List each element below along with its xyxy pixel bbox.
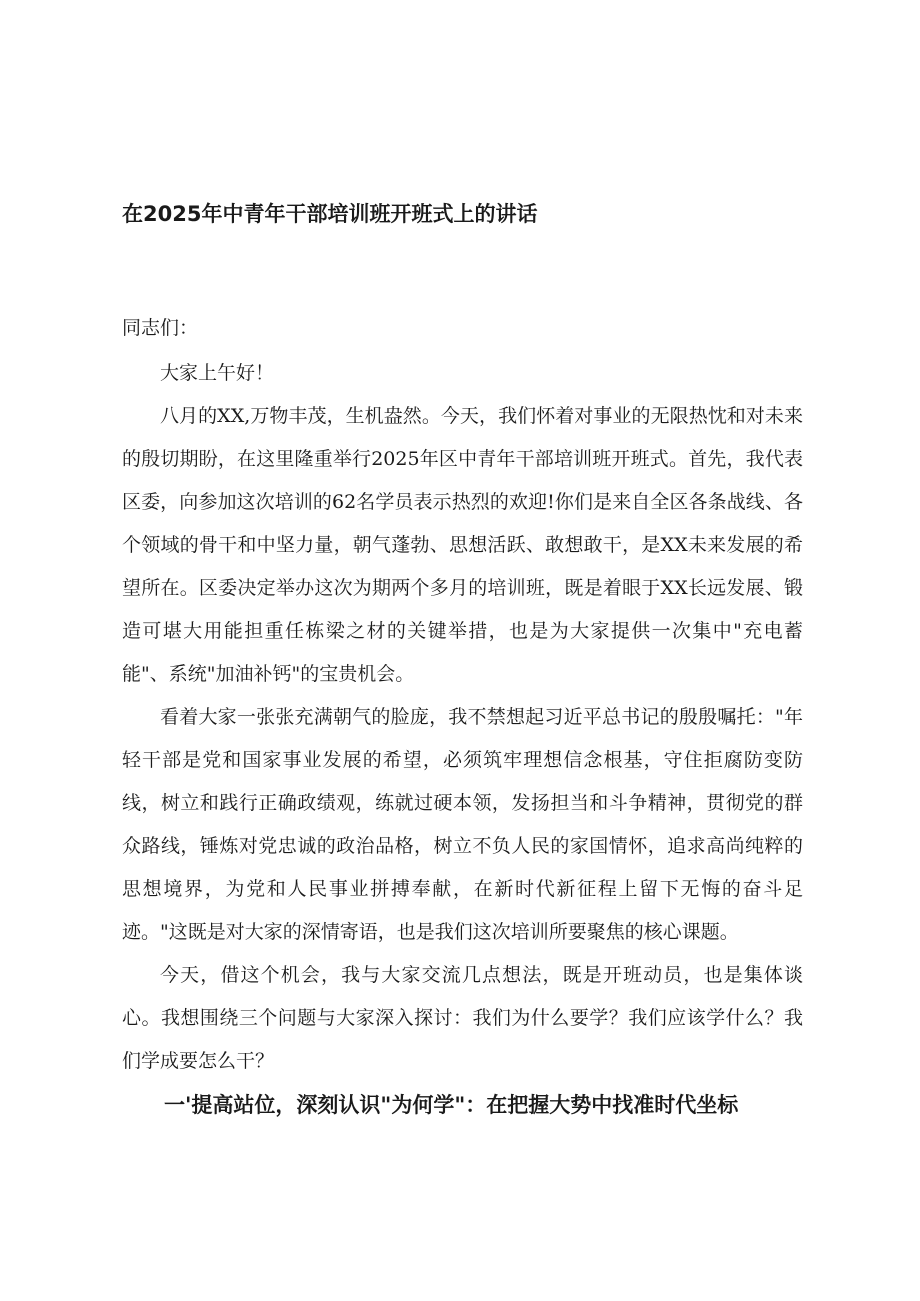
greeting-paragraph: 大家上午好！ <box>160 362 275 384</box>
document-title: 在2025年中青年干部培训班开班式上的讲话 <box>122 202 538 226</box>
section-heading: 一'提高站位，深刻认识"为何学"：在把握大势中找准时代坐标 <box>164 1093 739 1117</box>
opening-paragraph: 八月的XX,万物丰茂，生机盎然。今天，我们怀着对事业的无限热忱和对未来的殷切期盼，在这里隆重举行2025年区中青年干部培训班开班式。首先，我代表区委，向参加这次培训的62名学员表示热烈的欢迎!你们是来自全区各条战线、各个领域的骨干和中坚力量，朝气蓬勃、思想活跃、敢想敢干，是XX未来发展的希望所在。区委决定举办这次为期两个多月的培训班，既是着眼于XX长远发展、锻造可堪大用能担重任栋梁之材的关键举措，也是为大家提供一次集中"充电蓄能"、系统"加油补钙"的宝贵机会。 <box>122 405 803 685</box>
salutation: 同志们： <box>122 317 199 339</box>
agenda-paragraph: 今天，借这个机会，我与大家交流几点想法，既是开班动员，也是集体谈心。我想围绕三个问题与大家深入探讨：我们为什么要学？我们应该学什么？我们学成要怎么干？ <box>122 964 803 1072</box>
quote-paragraph: 看着大家一张张充满朝气的脸庞，我不禁想起习近平总书记的殷殷嘱托："年轻干部是党和国家事业发展的希望，必须筑牢理想信念根基，守住拒腐防变防线，树立和践行正确政绩观，练就过硬本领，发扬担当和斗争精神，贯彻党的群众路线，锤炼对党忠诚的政治品格，树立不负人民的家国情怀，追求高尚纯粹的思想境界，为党和人民事业拼搏奉献，在新时代新征程上留下无悔的奋斗足迹。"这既是对大家的深情寄语，也是我们这次培训所要聚焦的核心课题。 <box>122 706 803 943</box>
speech-body <box>122 352 803 1083</box>
